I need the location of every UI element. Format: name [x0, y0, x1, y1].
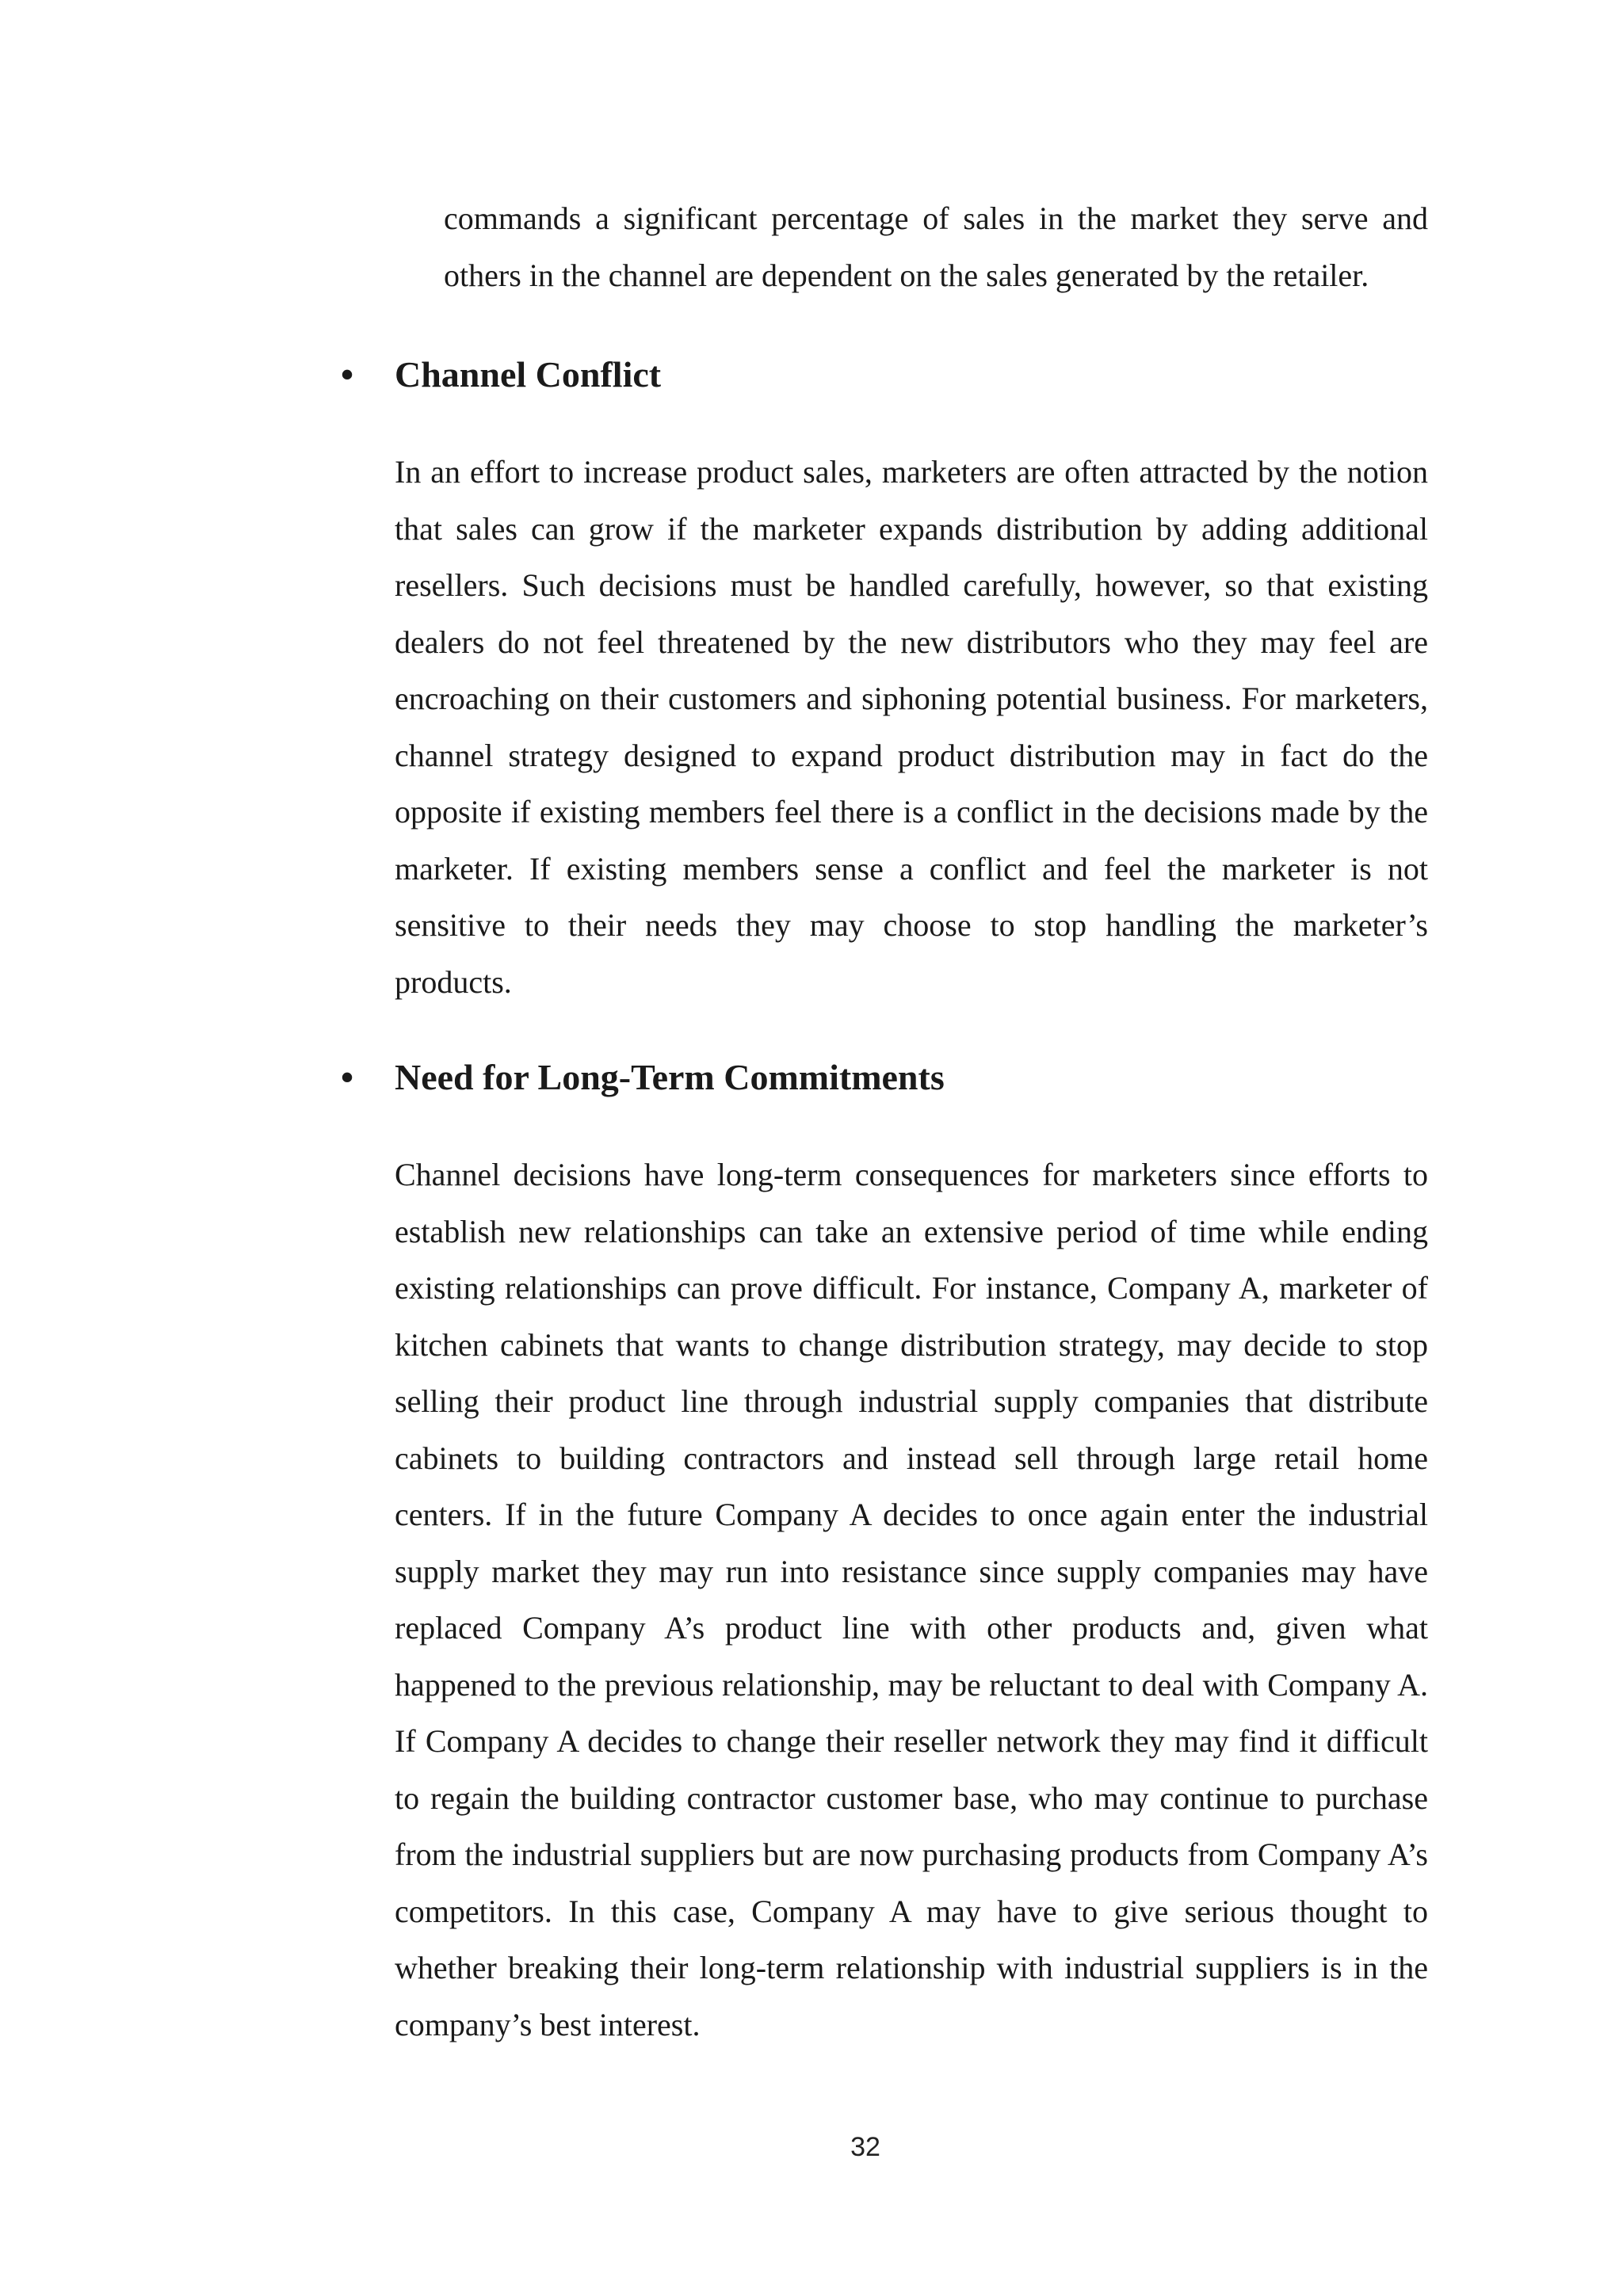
long-term-commitments-paragraph: Channel decisions have long-term consequences for marketers since efforts to establish new relationships can take an extensive period of time while ending existing relationships can prove difficult. For instance, Company A, marketer of kitchen cabinets that wants to change distribution strategy, may decide to stop selling their product line through industrial supply companies that distribute cabinets to building contractors and instead sell through large retail home centers. If in the future Company A decides to once again enter the industrial supply market they may run into resistance since supply companies may have replaced Company A’s product line with other products and, given what happened to the previous relationship, may be reluctant to deal with Company A. If Company A decides to change their reseller network they may find it difficult to regain the building contractor customer base, who may continue to purchase from the industrial suppliers but are now purchasing products from Company A’s competitors. In this case, Company A may have to give serious thought to whether breaking their long-term relationship with industrial suppliers is in the company’s best interest.	[395, 1157, 1428, 2042]
section-heading-channel-conflict	[341, 351, 661, 399]
channel-conflict-paragraph: In an effort to increase product sales, marketers are often attracted by the notion that sales can grow if the marketer expands distribution by adding additional resellers. Such decisions must be handled carefully, however, so that existing dealers do not feel threatened by the new distributors who they may feel are encroaching on their customers and siphoning potential business. For marketers, channel strategy designed to expand product distribution may in fact do the opposite if existing members feel there is a conflict in the decisions made by the marketer. If existing members sense a conflict and feel the marketer is not sensitive to their needs they may choose to stop handling the marketer’s products.	[395, 454, 1428, 1000]
section-heading-text: Need for Long-Term Commitments	[395, 1057, 945, 1097]
bullet-icon: •	[341, 1057, 354, 1097]
page-number: 32	[850, 2132, 880, 2162]
continuation-paragraph: commands a significant percentage of sales in the market they serve and others in the channel are dependent on the sales generated by the retailer.	[444, 200, 1428, 293]
section-heading-text: Channel Conflict	[395, 354, 662, 395]
bullet-icon: •	[341, 354, 354, 395]
section-heading-long-term-commitments	[341, 1054, 945, 1101]
